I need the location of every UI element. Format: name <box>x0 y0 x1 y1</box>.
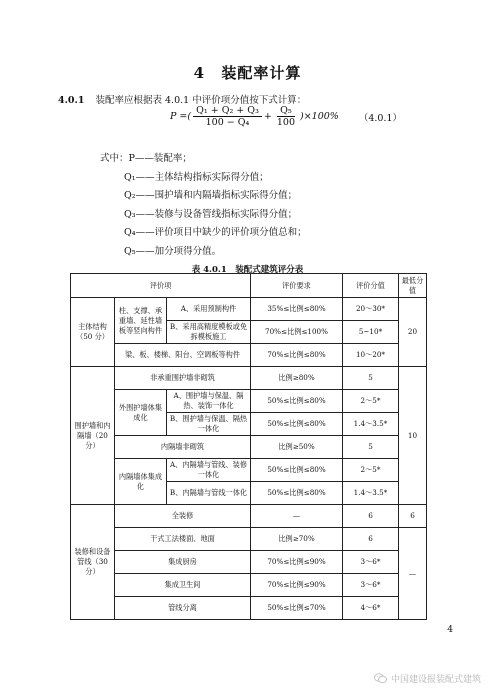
req-cell: 比例≥70% <box>251 528 343 551</box>
formula-lhs: P = <box>170 111 188 122</box>
formula-plus: + <box>263 111 272 122</box>
table-row <box>71 574 427 597</box>
page-number: 4 <box>447 625 453 635</box>
table-row <box>71 298 427 321</box>
formula-open-paren: ( <box>187 111 192 122</box>
req-cell: 70%≤比例≤90% <box>251 551 343 574</box>
item-cell: A、内隔墙与管线、装修一体化 <box>167 459 251 482</box>
watermark-text: 中国建设报装配式建筑 <box>390 675 481 685</box>
table-row <box>71 505 427 528</box>
score-cell: 2～5* <box>343 390 399 413</box>
table-row <box>71 436 427 459</box>
req-cell: 35%≤比例≤80% <box>251 298 343 321</box>
table-row <box>71 344 427 367</box>
section-fitout: 装修和设备管线（30 分） <box>71 505 115 620</box>
formula-tail: )×100% <box>300 111 339 122</box>
req-cell: 50%≤比例≤80% <box>251 459 343 482</box>
min-walls: 10 <box>399 367 427 505</box>
table-row <box>71 367 427 390</box>
formula-fraction-2 <box>274 105 298 128</box>
item-cell: 内隔墙非砌筑 <box>115 436 251 459</box>
item-cell: 非承重围护墙非砌筑 <box>115 367 251 390</box>
table-row <box>71 390 427 413</box>
assembly-rate-formula <box>170 105 402 128</box>
chapter-title <box>0 62 495 83</box>
section-walls: 围护墙和内隔墙（20 分） <box>71 367 115 505</box>
sub-exterior-integration: 外围护墙体集成化 <box>115 390 167 436</box>
score-cell: 6 <box>343 505 399 528</box>
clause-4-0-1 <box>58 92 306 106</box>
header-min: 最低分值 <box>399 274 427 298</box>
table-header-row <box>71 274 427 298</box>
table-row <box>71 528 427 551</box>
min-fitout: 6 <box>399 505 427 528</box>
req-cell: 50%≤比例≤80% <box>251 482 343 505</box>
table-caption: 表 4.0.1 装配式建筑评分表 <box>191 265 304 275</box>
req-cell: 70%≤比例≤80% <box>251 344 343 367</box>
fraction-2-denominator: 100 <box>276 117 295 128</box>
item-cell: 集成厨房 <box>115 551 251 574</box>
min-structure: 20 <box>399 298 427 367</box>
fraction-2-numerator: Q₅ <box>277 105 295 117</box>
definition-q3: Q₃——装修与设备管线指标实际得分值； <box>124 208 298 220</box>
sub-interior-integration: 内隔墙体集成化 <box>115 459 167 505</box>
wechat-icon <box>374 673 387 684</box>
score-cell: 6 <box>343 528 399 551</box>
score-cell: 5~10* <box>343 321 399 344</box>
req-cell: 50%≤比例≤80% <box>251 413 343 436</box>
table-row <box>71 459 427 482</box>
header-item: 评价项 <box>71 274 251 298</box>
score-cell: 1.4～3.5* <box>343 482 399 505</box>
score-cell: 5 <box>343 367 399 390</box>
table-row <box>71 597 427 620</box>
table-row <box>71 551 427 574</box>
item-cell: 集成卫生间 <box>115 574 251 597</box>
min-fitout-rest: — <box>399 528 427 620</box>
item-cell: B、采用高精度模板或免拆模板施工 <box>167 321 251 344</box>
item-cell: B、围护墙与保温、隔热一体化 <box>167 413 251 436</box>
definition-q4: Q₄——评价项目中缺少的评价项分值总和； <box>124 227 307 238</box>
definition-q5: Q₅——加分项得分值。 <box>124 245 222 257</box>
item-cell: A、围护墙与保温、隔热、装饰一体化 <box>167 390 251 413</box>
watermark <box>374 672 481 685</box>
clause-number: 4.0.1 <box>58 95 85 106</box>
definition-q1: Q₁——主体结构指标实际得分值； <box>124 171 269 183</box>
symbol-definitions <box>100 150 307 261</box>
req-cell: 50%≤比例≤70% <box>251 597 343 620</box>
req-cell: 70%≤比例≤100% <box>251 321 343 344</box>
req-cell: 比例≥80% <box>251 367 343 390</box>
section-structure: 主体结构（50 分） <box>71 298 115 367</box>
score-cell: 4～6* <box>343 597 399 620</box>
score-cell: 20～30* <box>343 298 399 321</box>
chapter-heading: 装配率计算 <box>221 64 302 82</box>
item-cell: 梁、板、楼梯、阳台、空调板等构件 <box>115 344 251 367</box>
sub-vertical-members: 柱、支撑、承重墙、延性墙板等竖向构件 <box>115 298 167 344</box>
item-cell: 干式工法楼面、地面 <box>115 528 251 551</box>
clause-text: 装配率应根据表 4.0.1 中评价项分值按下式计算： <box>95 95 307 106</box>
formula-fraction-1 <box>193 105 262 128</box>
item-cell: A、采用预制构件 <box>167 298 251 321</box>
score-cell: 10～20* <box>343 344 399 367</box>
req-cell: 70%≤比例≤90% <box>251 574 343 597</box>
item-cell: 全装修 <box>115 505 251 528</box>
item-cell: B、内隔墙与管线一体化 <box>167 482 251 505</box>
equation-number: （4.0.1） <box>358 112 403 124</box>
fraction-1-numerator: Q₁ + Q₂ + Q₃ <box>193 105 262 117</box>
chapter-number: 4 <box>193 64 206 82</box>
score-cell: 3～6* <box>343 574 399 597</box>
req-cell: — <box>251 505 343 528</box>
score-cell: 2～5* <box>343 459 399 482</box>
header-score: 评价分值 <box>343 274 399 298</box>
header-requirement: 评价要求 <box>251 274 343 298</box>
definition-q2: Q₂——围护墙和内隔墙指标实际得分值； <box>124 190 298 201</box>
definition-lead: 式中：P——装配率； <box>100 153 192 164</box>
fraction-1-denominator: 100 − Q₄ <box>205 117 250 128</box>
score-cell: 5 <box>343 436 399 459</box>
req-cell: 比例≥50% <box>251 436 343 459</box>
item-cell: 管线分离 <box>115 597 251 620</box>
score-cell: 3～6* <box>343 551 399 574</box>
req-cell: 50%≤比例≤80% <box>251 390 343 413</box>
scoring-table <box>70 273 427 620</box>
score-cell: 1.4～3.5* <box>343 413 399 436</box>
